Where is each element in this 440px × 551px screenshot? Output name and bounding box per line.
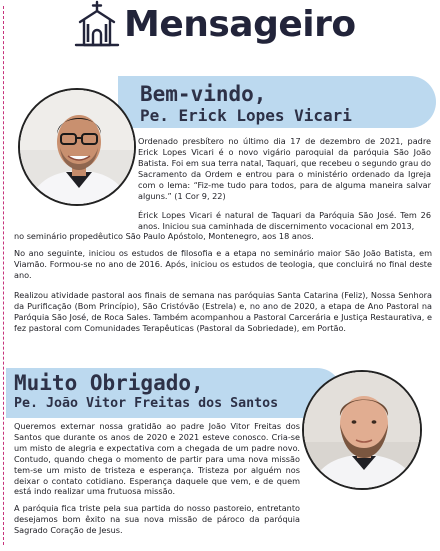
priest-photo-joao: [302, 370, 422, 490]
priest-photo-erick: [18, 88, 136, 206]
welcome-paragraph-3: No ano seguinte, iniciou os estudos de filosofia e a etapa no seminário maior São João Batista, em Viamão. Formou-se no ano de 2016. Após, iniciou os estudos de teologia, que concluirá no final deste ano.: [14, 248, 432, 280]
masthead: [74, 0, 356, 50]
thanks-subheading: Pe. João Vitor Freitas dos Santos: [14, 396, 279, 411]
welcome-paragraph-1: Ordenado presbítero no último dia 17 de dezembro de 2021, padre Erick Lopes Vicari é o novo vigário paroquial da paróquia São João Batista. Foi em sua terra natal, Taquari, que recebeu o segundo grau do Sacramento da Ordem e entrou para o ministério ordenado da Igreja com o lema: “Fiz-me tudo para todos, para de alguma maneira salvar alguns.” (1 Cor 9, 22): [138, 136, 431, 201]
page-edge-rule: [3, 6, 4, 545]
welcome-paragraph-2-continued: no seminário propedêutico São Paulo Apóstolo, Montenegro, aos 18 anos.: [14, 231, 314, 241]
welcome-paragraph-2: Érick Lopes Vicari é natural de Taquari da Paróquia São José. Tem 26 anos. Iniciou sua caminhada de discernimento vocacional em 2013,: [138, 210, 431, 231]
welcome-heading: Bem-vindo,: [140, 82, 267, 106]
masthead-title: Mensageiro: [124, 4, 356, 45]
church-icon: [74, 0, 120, 50]
thanks-paragraph-1: Queremos externar nossa gratidão ao padre João Vitor Freitas dos Santos que durante os anos de 2020 e 2021 esteve conosco. Cria-se um misto de alegria e expectativa com a chegada de um padre novo. Contudo, quando chega o momento de partir para uma nova missão tem-se um misto de tristeza e esperança. Tristeza por alguém nos deixar o contato cotidiano. Esperança daquele que vem, e de quem está indo realizar uma frutuosa missão.: [14, 421, 300, 497]
welcome-subheading: Pe. Erick Lopes Vicari: [140, 106, 352, 125]
thanks-heading: Muito Obrigado,: [14, 371, 204, 395]
portrait-image: [20, 90, 136, 206]
portrait-image: [304, 372, 422, 490]
thanks-paragraph-2: A paróquia fica triste pela sua partida do nosso pastoreio, entretanto desejamos bom êxito na sua nova missão de pároco da paróquia Sagrado Coração de Jesus.: [14, 503, 300, 535]
welcome-paragraph-4: Realizou atividade pastoral aos finais de semana nas paróquias Santa Catarina (Feliz), Nossa Senhora da Purificação (Bom Princípio), São Cristóvão (Estrela) e, no ano de 2020, a etapa de Ano Pastoral na Paróquia São José, de Roca Sales. Também acompanhou a Pastoral Carcerária e Justiça Restaurativa, e fez pastoral com Comunidades Terapêuticas (Pastoral da Sobriedade), em Portão.: [14, 290, 432, 333]
